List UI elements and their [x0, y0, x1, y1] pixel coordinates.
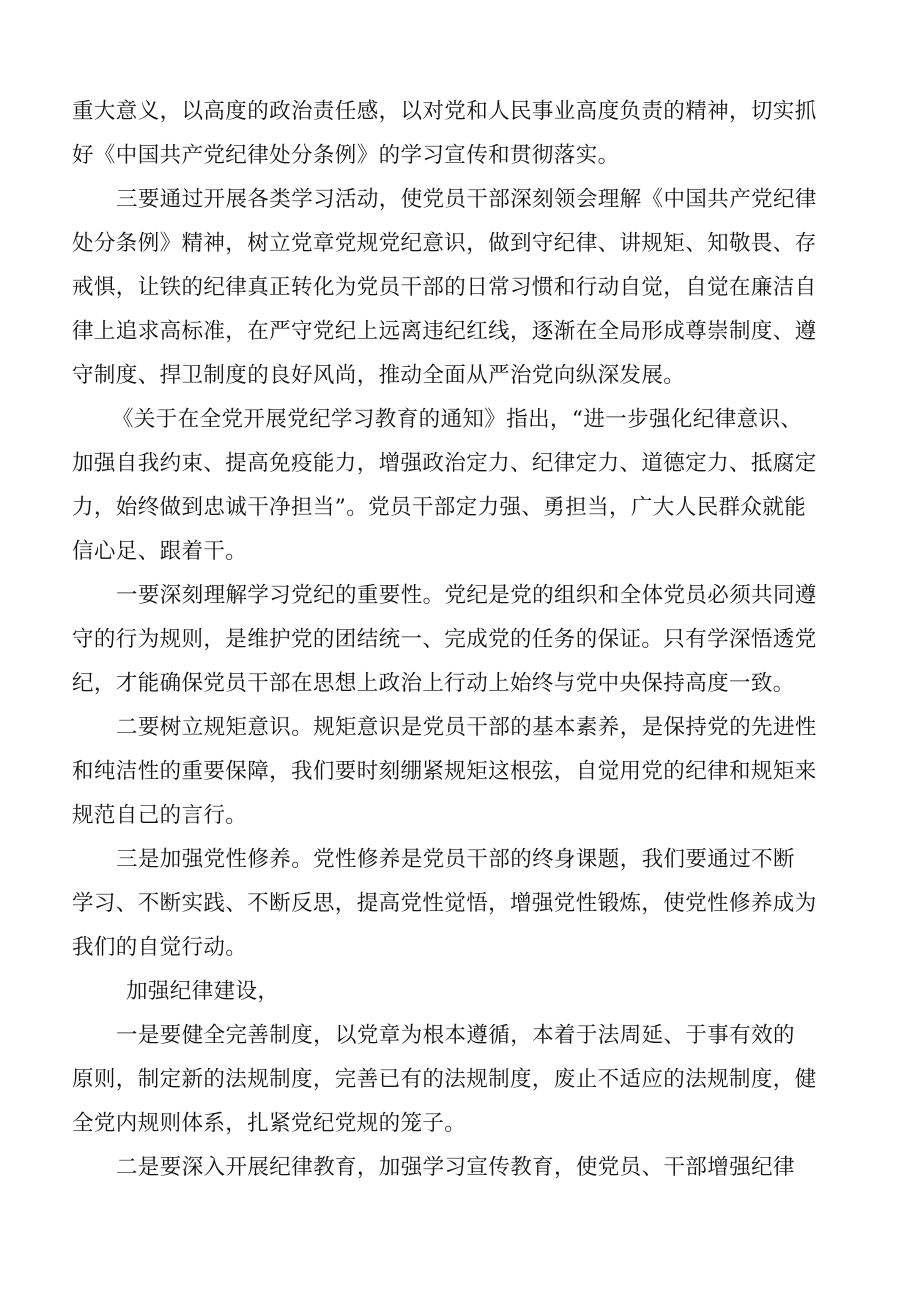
text-line: 律上追求高标准，在严守党纪上远离违纪红线，逐渐在全局形成尊崇制度、遵	[72, 319, 817, 344]
text-line: 一是要健全完善制度，以党章为根本遵循，本着于法周延、于事有效的	[116, 1023, 795, 1048]
text-line: 原则，制定新的法规制度，完善已有的法规制度，废止不适应的法规制度，健	[72, 1067, 817, 1092]
text-line: 好《中国共产党纪律处分条例》的学习宣传和贯彻落实。	[72, 143, 620, 168]
text-line: 一要深刻理解学习党纪的重要性。党纪是党的组织和全体党员必须共同遵	[116, 583, 817, 608]
text-line: 规范自己的言行。	[72, 803, 248, 828]
text-line: 和纯洁性的重要保障，我们要时刻绷紧规矩这根弦，自觉用党的纪律和规矩来	[72, 759, 817, 784]
text-line: 全党内规则体系，扎紧党纪党规的笼子。	[72, 1111, 467, 1136]
text-line: 加强纪律建设，	[126, 979, 280, 1004]
text-line: 力，始终做到忠诚干净担当”。党员干部定力强、勇担当，广大人民群众就能	[72, 495, 807, 520]
text-line: 《关于在全党开展党纪学习教育的通知》指出，“进一步强化纪律意识、	[112, 407, 803, 432]
text-line: 守的行为规则，是维护党的团结统一、完成党的任务的保证。只有学深悟透党	[72, 627, 817, 652]
text-line: 三要通过开展各类学习活动，使党员干部深刻领会理解《中国共产党纪律	[116, 187, 817, 212]
text-line: 信心足、跟着干。	[72, 539, 248, 564]
text-line: 戒惧，让铁的纪律真正转化为党员干部的日常习惯和行动自觉，自觉在廉洁自	[72, 275, 817, 300]
text-line: 处分条例》精神，树立党章党规党纪意识，做到守纪律、讲规矩、知敬畏、存	[72, 231, 817, 256]
text-line: 二要树立规矩意识。规矩意识是党员干部的基本素养，是保持党的先进性	[116, 715, 817, 740]
text-line: 纪，才能确保党员干部在思想上政治上行动上始终与党中央保持高度一致。	[72, 671, 795, 696]
text-line: 二是要深入开展纪律教育，加强学习宣传教育，使党员、干部增强纪律	[116, 1155, 795, 1180]
text-line: 三是加强党性修养。党性修养是党员干部的终身课题，我们要通过不断	[116, 847, 795, 872]
text-line: 我们的自觉行动。	[72, 935, 248, 960]
text-line: 加强自我约束、提高免疫能力，增强政治定力、纪律定力、道德定力、抵腐定	[72, 451, 817, 476]
text-line: 重大意义，以高度的政治责任感，以对党和人民事业高度负责的精神，切实抓	[72, 99, 817, 124]
text-line: 学习、不断实践、不断反思，提高党性觉悟，增强党性锻炼，使党性修养成为	[72, 891, 817, 916]
text-line: 守制度、捍卫制度的良好风尚，推动全面从严治党向纵深发展。	[72, 363, 686, 388]
